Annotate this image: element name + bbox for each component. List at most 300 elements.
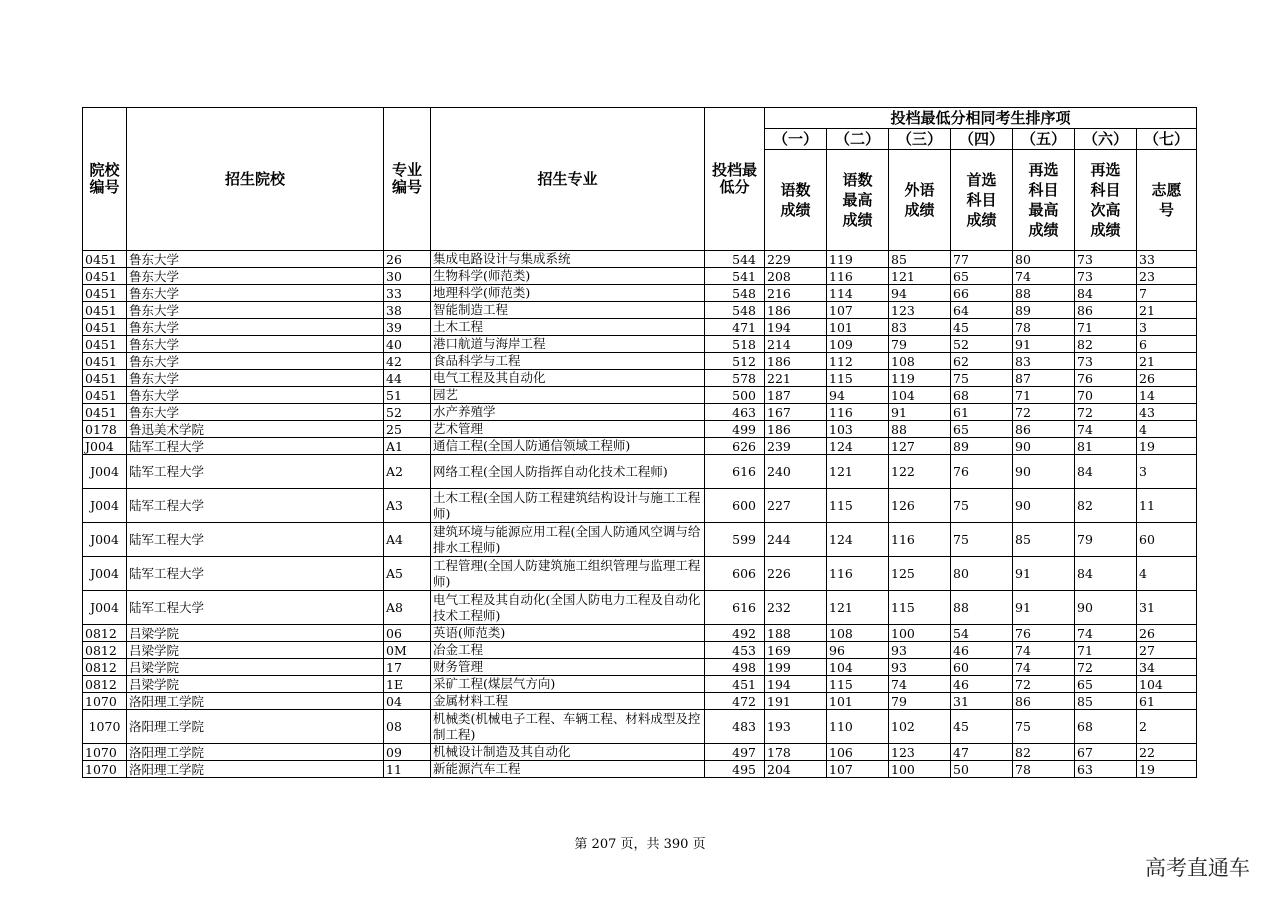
cell-tiebreak-7: 26 bbox=[1137, 370, 1197, 387]
table-row bbox=[83, 693, 1197, 710]
cell-tiebreak-3: 123 bbox=[889, 302, 951, 319]
cell-major-name: 机械类(机械电子工程、车辆工程、材料成型及控制工程) bbox=[431, 710, 705, 744]
cell-min-score: 492 bbox=[705, 625, 765, 642]
cell-min-score: 483 bbox=[705, 710, 765, 744]
cell-tiebreak-7: 34 bbox=[1137, 659, 1197, 676]
cell-major-code: 0M bbox=[384, 642, 431, 659]
cell-tiebreak-4: 61 bbox=[951, 404, 1013, 421]
cell-school-code: 0812 bbox=[83, 659, 127, 676]
cell-tiebreak-7: 19 bbox=[1137, 761, 1197, 778]
cell-tiebreak-3: 74 bbox=[889, 676, 951, 693]
table-row bbox=[83, 591, 1197, 625]
page-footer: 第 207 页，共 390 页 bbox=[574, 837, 706, 852]
cell-tiebreak-1: 178 bbox=[765, 744, 827, 761]
cell-major-code: A5 bbox=[384, 557, 431, 591]
cell-tiebreak-1: 227 bbox=[765, 489, 827, 523]
cell-tiebreak-5: 74 bbox=[1013, 642, 1075, 659]
cell-school-code: 0451 bbox=[83, 353, 127, 370]
cell-tiebreak-5: 72 bbox=[1013, 404, 1075, 421]
cell-min-score: 578 bbox=[705, 370, 765, 387]
cell-school-code: 0451 bbox=[83, 370, 127, 387]
cell-tiebreak-6: 73 bbox=[1075, 353, 1137, 370]
cell-tiebreak-7: 60 bbox=[1137, 523, 1197, 557]
cell-tiebreak-7: 11 bbox=[1137, 489, 1197, 523]
cell-tiebreak-5: 74 bbox=[1013, 659, 1075, 676]
cell-tiebreak-3: 116 bbox=[889, 523, 951, 557]
cell-tiebreak-4: 64 bbox=[951, 302, 1013, 319]
cell-tiebreak-2: 107 bbox=[827, 302, 889, 319]
cell-school-name: 鲁迅美术学院 bbox=[127, 421, 384, 438]
cell-tiebreak-6: 81 bbox=[1075, 438, 1137, 455]
cell-tiebreak-6: 73 bbox=[1075, 251, 1137, 268]
table-row bbox=[83, 353, 1197, 370]
cell-tiebreak-7: 19 bbox=[1137, 438, 1197, 455]
cell-tiebreak-4: 60 bbox=[951, 659, 1013, 676]
cell-tiebreak-1: 240 bbox=[765, 455, 827, 489]
header-tiebreak-label: 再选科目最高成绩 bbox=[1013, 150, 1075, 251]
cell-school-name: 鲁东大学 bbox=[127, 387, 384, 404]
cell-tiebreak-2: 115 bbox=[827, 676, 889, 693]
cell-tiebreak-4: 46 bbox=[951, 676, 1013, 693]
table-row bbox=[83, 438, 1197, 455]
cell-major-name: 电气工程及其自动化(全国人防电力工程及自动化技术工程师) bbox=[431, 591, 705, 625]
cell-tiebreak-5: 91 bbox=[1013, 336, 1075, 353]
cell-major-code: 06 bbox=[384, 625, 431, 642]
cell-major-name: 建筑环境与能源应用工程(全国人防通风空调与给排水工程师) bbox=[431, 523, 705, 557]
cell-tiebreak-4: 31 bbox=[951, 693, 1013, 710]
cell-major-code: 33 bbox=[384, 285, 431, 302]
cell-school-code: 1070 bbox=[83, 710, 127, 744]
cell-school-code: 0812 bbox=[83, 676, 127, 693]
cell-tiebreak-4: 88 bbox=[951, 591, 1013, 625]
cell-tiebreak-7: 2 bbox=[1137, 710, 1197, 744]
cell-major-name: 水产养殖学 bbox=[431, 404, 705, 421]
cell-min-score: 541 bbox=[705, 268, 765, 285]
cell-min-score: 512 bbox=[705, 353, 765, 370]
cell-tiebreak-1: 186 bbox=[765, 421, 827, 438]
table-body bbox=[83, 251, 1197, 778]
table-row bbox=[83, 268, 1197, 285]
cell-tiebreak-2: 116 bbox=[827, 404, 889, 421]
table-row bbox=[83, 744, 1197, 761]
cell-tiebreak-7: 22 bbox=[1137, 744, 1197, 761]
cell-tiebreak-3: 91 bbox=[889, 404, 951, 421]
cell-tiebreak-3: 85 bbox=[889, 251, 951, 268]
cell-tiebreak-3: 102 bbox=[889, 710, 951, 744]
cell-min-score: 453 bbox=[705, 642, 765, 659]
cell-tiebreak-4: 46 bbox=[951, 642, 1013, 659]
cell-tiebreak-3: 88 bbox=[889, 421, 951, 438]
cell-tiebreak-3: 93 bbox=[889, 642, 951, 659]
cell-tiebreak-3: 104 bbox=[889, 387, 951, 404]
cell-tiebreak-2: 116 bbox=[827, 557, 889, 591]
cell-min-score: 472 bbox=[705, 693, 765, 710]
cell-major-code: 42 bbox=[384, 353, 431, 370]
cell-tiebreak-4: 75 bbox=[951, 370, 1013, 387]
table-header bbox=[83, 108, 1197, 251]
cell-major-code: 04 bbox=[384, 693, 431, 710]
cell-major-code: A3 bbox=[384, 489, 431, 523]
cell-tiebreak-7: 4 bbox=[1137, 421, 1197, 438]
cell-tiebreak-2: 96 bbox=[827, 642, 889, 659]
cell-tiebreak-1: 169 bbox=[765, 642, 827, 659]
cell-tiebreak-1: 244 bbox=[765, 523, 827, 557]
cell-tiebreak-4: 75 bbox=[951, 489, 1013, 523]
table-row bbox=[83, 404, 1197, 421]
cell-min-score: 498 bbox=[705, 659, 765, 676]
cell-tiebreak-5: 90 bbox=[1013, 438, 1075, 455]
cell-major-name: 采矿工程(煤层气方向) bbox=[431, 676, 705, 693]
cell-major-code: 44 bbox=[384, 370, 431, 387]
cell-tiebreak-7: 6 bbox=[1137, 336, 1197, 353]
cell-tiebreak-7: 4 bbox=[1137, 557, 1197, 591]
cell-min-score: 606 bbox=[705, 557, 765, 591]
cell-tiebreak-6: 71 bbox=[1075, 642, 1137, 659]
cell-major-name: 土木工程 bbox=[431, 319, 705, 336]
cell-major-name: 生物科学(师范类) bbox=[431, 268, 705, 285]
cell-min-score: 471 bbox=[705, 319, 765, 336]
cell-major-code: A2 bbox=[384, 455, 431, 489]
cell-tiebreak-2: 103 bbox=[827, 421, 889, 438]
watermark: 高考直通车 bbox=[1145, 856, 1250, 880]
cell-tiebreak-3: 125 bbox=[889, 557, 951, 591]
cell-min-score: 600 bbox=[705, 489, 765, 523]
cell-tiebreak-6: 72 bbox=[1075, 659, 1137, 676]
cell-tiebreak-7: 21 bbox=[1137, 302, 1197, 319]
cell-major-name: 金属材料工程 bbox=[431, 693, 705, 710]
cell-tiebreak-7: 26 bbox=[1137, 625, 1197, 642]
cell-major-code: A1 bbox=[384, 438, 431, 455]
header-tiebreak-number: （三） bbox=[889, 129, 951, 150]
cell-tiebreak-6: 84 bbox=[1075, 285, 1137, 302]
cell-major-name: 工程管理(全国人防建筑施工组织管理与监理工程师) bbox=[431, 557, 705, 591]
cell-tiebreak-7: 3 bbox=[1137, 455, 1197, 489]
header-tiebreak-label: 首选科目成绩 bbox=[951, 150, 1013, 251]
cell-major-code: 25 bbox=[384, 421, 431, 438]
cell-tiebreak-2: 101 bbox=[827, 693, 889, 710]
cell-tiebreak-2: 106 bbox=[827, 744, 889, 761]
header-tiebreak-label: 外语成绩 bbox=[889, 150, 951, 251]
cell-tiebreak-3: 126 bbox=[889, 489, 951, 523]
cell-tiebreak-5: 87 bbox=[1013, 370, 1075, 387]
cell-school-code: 1070 bbox=[83, 744, 127, 761]
cell-school-name: 吕梁学院 bbox=[127, 659, 384, 676]
header-tiebreak-number: （七） bbox=[1137, 129, 1197, 150]
cell-major-name: 英语(师范类) bbox=[431, 625, 705, 642]
cell-major-name: 网络工程(全国人防指挥自动化技术工程师) bbox=[431, 455, 705, 489]
cell-major-name: 机械设计制造及其自动化 bbox=[431, 744, 705, 761]
cell-major-code: 39 bbox=[384, 319, 431, 336]
cell-school-name: 洛阳理工学院 bbox=[127, 710, 384, 744]
cell-school-code: 0812 bbox=[83, 642, 127, 659]
cell-tiebreak-1: 229 bbox=[765, 251, 827, 268]
cell-school-name: 鲁东大学 bbox=[127, 353, 384, 370]
cell-tiebreak-7: 61 bbox=[1137, 693, 1197, 710]
table-row bbox=[83, 642, 1197, 659]
cell-major-code: 26 bbox=[384, 251, 431, 268]
cell-tiebreak-2: 104 bbox=[827, 659, 889, 676]
cell-min-score: 499 bbox=[705, 421, 765, 438]
cell-tiebreak-1: 208 bbox=[765, 268, 827, 285]
cell-tiebreak-6: 79 bbox=[1075, 523, 1137, 557]
cell-school-name: 吕梁学院 bbox=[127, 625, 384, 642]
cell-school-code: 0451 bbox=[83, 268, 127, 285]
cell-tiebreak-3: 79 bbox=[889, 336, 951, 353]
cell-major-code: 09 bbox=[384, 744, 431, 761]
cell-tiebreak-2: 121 bbox=[827, 455, 889, 489]
cell-tiebreak-5: 80 bbox=[1013, 251, 1075, 268]
cell-school-code: 0451 bbox=[83, 251, 127, 268]
cell-major-code: 52 bbox=[384, 404, 431, 421]
cell-major-code: A4 bbox=[384, 523, 431, 557]
cell-tiebreak-1: 194 bbox=[765, 319, 827, 336]
cell-school-code: J004 bbox=[83, 557, 127, 591]
cell-min-score: 500 bbox=[705, 387, 765, 404]
cell-tiebreak-2: 114 bbox=[827, 285, 889, 302]
cell-school-name: 陆军工程大学 bbox=[127, 455, 384, 489]
cell-tiebreak-2: 115 bbox=[827, 370, 889, 387]
cell-tiebreak-1: 226 bbox=[765, 557, 827, 591]
header-tiebreak-number: （六） bbox=[1075, 129, 1137, 150]
cell-tiebreak-2: 124 bbox=[827, 523, 889, 557]
cell-school-code: 0812 bbox=[83, 625, 127, 642]
cell-tiebreak-1: 221 bbox=[765, 370, 827, 387]
cell-tiebreak-4: 62 bbox=[951, 353, 1013, 370]
cell-major-code: 1E bbox=[384, 676, 431, 693]
header-school-name: 招生院校 bbox=[127, 108, 384, 251]
cell-tiebreak-3: 119 bbox=[889, 370, 951, 387]
cell-tiebreak-5: 86 bbox=[1013, 693, 1075, 710]
cell-tiebreak-5: 91 bbox=[1013, 557, 1075, 591]
cell-tiebreak-1: 204 bbox=[765, 761, 827, 778]
cell-school-name: 鲁东大学 bbox=[127, 251, 384, 268]
cell-major-code: 17 bbox=[384, 659, 431, 676]
header-tiebreak-label: 语数最高成绩 bbox=[827, 150, 889, 251]
cell-tiebreak-2: 108 bbox=[827, 625, 889, 642]
table-row bbox=[83, 455, 1197, 489]
cell-tiebreak-5: 82 bbox=[1013, 744, 1075, 761]
cell-tiebreak-5: 74 bbox=[1013, 268, 1075, 285]
cell-tiebreak-6: 74 bbox=[1075, 421, 1137, 438]
cell-tiebreak-5: 89 bbox=[1013, 302, 1075, 319]
cell-tiebreak-5: 78 bbox=[1013, 761, 1075, 778]
header-tiebreak-number: （五） bbox=[1013, 129, 1075, 150]
cell-tiebreak-2: 124 bbox=[827, 438, 889, 455]
cell-tiebreak-5: 72 bbox=[1013, 676, 1075, 693]
header-school-code: 院校编号 bbox=[83, 108, 127, 251]
cell-tiebreak-2: 94 bbox=[827, 387, 889, 404]
cell-tiebreak-1: 187 bbox=[765, 387, 827, 404]
table-row bbox=[83, 285, 1197, 302]
cell-tiebreak-6: 86 bbox=[1075, 302, 1137, 319]
cell-tiebreak-1: 232 bbox=[765, 591, 827, 625]
cell-tiebreak-6: 65 bbox=[1075, 676, 1137, 693]
cell-tiebreak-4: 54 bbox=[951, 625, 1013, 642]
cell-major-code: 08 bbox=[384, 710, 431, 744]
cell-school-code: 1070 bbox=[83, 761, 127, 778]
cell-major-name: 财务管理 bbox=[431, 659, 705, 676]
table-row bbox=[83, 557, 1197, 591]
cell-school-name: 鲁东大学 bbox=[127, 336, 384, 353]
cell-tiebreak-5: 76 bbox=[1013, 625, 1075, 642]
cell-tiebreak-7: 33 bbox=[1137, 251, 1197, 268]
header-major-code: 专业编号 bbox=[384, 108, 431, 251]
cell-tiebreak-5: 75 bbox=[1013, 710, 1075, 744]
cell-major-name: 港口航道与海岸工程 bbox=[431, 336, 705, 353]
cell-tiebreak-6: 84 bbox=[1075, 455, 1137, 489]
cell-tiebreak-4: 66 bbox=[951, 285, 1013, 302]
cell-tiebreak-7: 31 bbox=[1137, 591, 1197, 625]
cell-tiebreak-4: 75 bbox=[951, 523, 1013, 557]
cell-tiebreak-7: 7 bbox=[1137, 285, 1197, 302]
cell-tiebreak-4: 45 bbox=[951, 319, 1013, 336]
cell-tiebreak-1: 193 bbox=[765, 710, 827, 744]
cell-min-score: 518 bbox=[705, 336, 765, 353]
cell-school-code: J004 bbox=[83, 455, 127, 489]
cell-min-score: 451 bbox=[705, 676, 765, 693]
table-row bbox=[83, 676, 1197, 693]
cell-school-name: 吕梁学院 bbox=[127, 642, 384, 659]
cell-tiebreak-6: 84 bbox=[1075, 557, 1137, 591]
cell-school-code: J004 bbox=[83, 438, 127, 455]
cell-tiebreak-2: 119 bbox=[827, 251, 889, 268]
cell-school-name: 陆军工程大学 bbox=[127, 557, 384, 591]
cell-tiebreak-3: 123 bbox=[889, 744, 951, 761]
cell-tiebreak-2: 107 bbox=[827, 761, 889, 778]
cell-major-name: 通信工程(全国人防通信领域工程师) bbox=[431, 438, 705, 455]
cell-major-name: 园艺 bbox=[431, 387, 705, 404]
cell-tiebreak-3: 122 bbox=[889, 455, 951, 489]
header-tiebreak-label: 再选科目次高成绩 bbox=[1075, 150, 1137, 251]
cell-tiebreak-6: 90 bbox=[1075, 591, 1137, 625]
cell-tiebreak-6: 82 bbox=[1075, 336, 1137, 353]
cell-tiebreak-3: 127 bbox=[889, 438, 951, 455]
cell-school-code: J004 bbox=[83, 591, 127, 625]
header-tiebreak-number: （二） bbox=[827, 129, 889, 150]
cell-tiebreak-7: 104 bbox=[1137, 676, 1197, 693]
cell-school-name: 鲁东大学 bbox=[127, 370, 384, 387]
cell-tiebreak-1: 199 bbox=[765, 659, 827, 676]
cell-min-score: 548 bbox=[705, 302, 765, 319]
cell-tiebreak-4: 47 bbox=[951, 744, 1013, 761]
cell-min-score: 616 bbox=[705, 455, 765, 489]
cell-tiebreak-3: 108 bbox=[889, 353, 951, 370]
table-row bbox=[83, 336, 1197, 353]
admission-score-table bbox=[82, 107, 1197, 778]
cell-tiebreak-3: 100 bbox=[889, 625, 951, 642]
cell-major-code: 51 bbox=[384, 387, 431, 404]
header-tiebreak-group: 投档最低分相同考生排序项 bbox=[765, 108, 1197, 129]
cell-school-name: 洛阳理工学院 bbox=[127, 761, 384, 778]
cell-tiebreak-2: 101 bbox=[827, 319, 889, 336]
cell-tiebreak-4: 80 bbox=[951, 557, 1013, 591]
cell-tiebreak-1: 214 bbox=[765, 336, 827, 353]
cell-school-code: 0451 bbox=[83, 387, 127, 404]
cell-tiebreak-6: 74 bbox=[1075, 625, 1137, 642]
cell-major-code: 40 bbox=[384, 336, 431, 353]
cell-min-score: 495 bbox=[705, 761, 765, 778]
cell-tiebreak-6: 67 bbox=[1075, 744, 1137, 761]
table-row bbox=[83, 302, 1197, 319]
cell-tiebreak-7: 27 bbox=[1137, 642, 1197, 659]
cell-school-code: 0451 bbox=[83, 404, 127, 421]
cell-tiebreak-6: 76 bbox=[1075, 370, 1137, 387]
cell-school-name: 鲁东大学 bbox=[127, 302, 384, 319]
cell-tiebreak-6: 73 bbox=[1075, 268, 1137, 285]
table-row bbox=[83, 251, 1197, 268]
cell-tiebreak-2: 121 bbox=[827, 591, 889, 625]
cell-major-name: 冶金工程 bbox=[431, 642, 705, 659]
cell-tiebreak-2: 115 bbox=[827, 489, 889, 523]
cell-school-code: 0451 bbox=[83, 302, 127, 319]
cell-tiebreak-1: 191 bbox=[765, 693, 827, 710]
cell-tiebreak-6: 85 bbox=[1075, 693, 1137, 710]
cell-tiebreak-4: 68 bbox=[951, 387, 1013, 404]
cell-major-code: 30 bbox=[384, 268, 431, 285]
cell-tiebreak-6: 63 bbox=[1075, 761, 1137, 778]
header-tiebreak-number: （一） bbox=[765, 129, 827, 150]
cell-tiebreak-5: 83 bbox=[1013, 353, 1075, 370]
cell-tiebreak-3: 83 bbox=[889, 319, 951, 336]
cell-tiebreak-5: 78 bbox=[1013, 319, 1075, 336]
cell-tiebreak-5: 90 bbox=[1013, 455, 1075, 489]
cell-school-name: 陆军工程大学 bbox=[127, 438, 384, 455]
table-row bbox=[83, 523, 1197, 557]
cell-tiebreak-6: 70 bbox=[1075, 387, 1137, 404]
cell-tiebreak-4: 52 bbox=[951, 336, 1013, 353]
cell-major-code: 38 bbox=[384, 302, 431, 319]
cell-tiebreak-4: 50 bbox=[951, 761, 1013, 778]
table-row bbox=[83, 489, 1197, 523]
cell-school-name: 陆军工程大学 bbox=[127, 489, 384, 523]
cell-tiebreak-1: 239 bbox=[765, 438, 827, 455]
cell-tiebreak-4: 76 bbox=[951, 455, 1013, 489]
cell-school-name: 洛阳理工学院 bbox=[127, 693, 384, 710]
cell-school-name: 鲁东大学 bbox=[127, 285, 384, 302]
cell-tiebreak-1: 167 bbox=[765, 404, 827, 421]
cell-min-score: 544 bbox=[705, 251, 765, 268]
cell-min-score: 599 bbox=[705, 523, 765, 557]
cell-tiebreak-5: 86 bbox=[1013, 421, 1075, 438]
cell-school-name: 鲁东大学 bbox=[127, 319, 384, 336]
cell-major-name: 智能制造工程 bbox=[431, 302, 705, 319]
cell-tiebreak-6: 68 bbox=[1075, 710, 1137, 744]
cell-min-score: 463 bbox=[705, 404, 765, 421]
table-row bbox=[83, 659, 1197, 676]
cell-major-name: 电气工程及其自动化 bbox=[431, 370, 705, 387]
cell-major-name: 艺术管理 bbox=[431, 421, 705, 438]
cell-school-code: 0451 bbox=[83, 319, 127, 336]
header-tiebreak-label: 志愿号 bbox=[1137, 150, 1197, 251]
table-row bbox=[83, 710, 1197, 744]
cell-major-name: 地理科学(师范类) bbox=[431, 285, 705, 302]
cell-school-name: 鲁东大学 bbox=[127, 404, 384, 421]
cell-tiebreak-7: 14 bbox=[1137, 387, 1197, 404]
cell-tiebreak-7: 3 bbox=[1137, 319, 1197, 336]
cell-school-code: J004 bbox=[83, 489, 127, 523]
cell-tiebreak-5: 90 bbox=[1013, 489, 1075, 523]
cell-tiebreak-3: 93 bbox=[889, 659, 951, 676]
cell-tiebreak-6: 82 bbox=[1075, 489, 1137, 523]
cell-school-code: 0451 bbox=[83, 285, 127, 302]
cell-tiebreak-6: 72 bbox=[1075, 404, 1137, 421]
cell-tiebreak-4: 65 bbox=[951, 268, 1013, 285]
cell-min-score: 548 bbox=[705, 285, 765, 302]
cell-major-name: 土木工程(全国人防工程建筑结构设计与施工工程师) bbox=[431, 489, 705, 523]
cell-tiebreak-3: 115 bbox=[889, 591, 951, 625]
cell-tiebreak-5: 71 bbox=[1013, 387, 1075, 404]
cell-tiebreak-5: 88 bbox=[1013, 285, 1075, 302]
